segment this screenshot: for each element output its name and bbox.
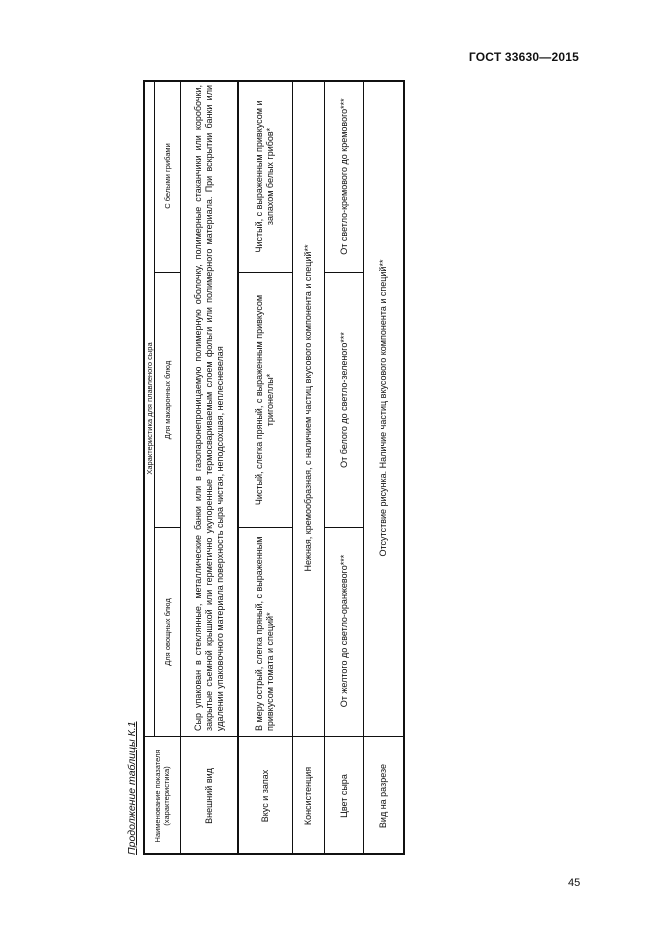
rule-col3-taste (237, 272, 292, 273)
rule-col3-color (324, 272, 363, 273)
cell-color-pasta: От белого до светло-зеленого*** (338, 332, 349, 468)
header-group: Характеристика для плавленого сыра (144, 342, 154, 475)
row-name-taste: Вкус и запах (259, 769, 270, 823)
rule-col2-color (324, 527, 363, 528)
cell-taste-pasta: Чистый, слегка пряный, с выраженным привкусом тригонеллы* (254, 294, 275, 506)
row-name-appearance: Внешний вид (203, 768, 214, 824)
header-mushroom: С белыми грибами (163, 143, 172, 209)
row-name-cut-view: Вид на разрезе (378, 763, 388, 829)
rule-col2-head (154, 527, 180, 528)
cell-taste-mushroom: Чистый, с выраженным привкусом и запахом белых грибов* (254, 100, 275, 253)
rule-col2-taste (237, 527, 292, 528)
table-caption: Продолжение таблицы К.1 (126, 721, 138, 855)
row-name-consistency: Консистенция (303, 766, 313, 826)
cell-appearance: Сыр упакован в стеклянные, металлические банки или в газопаронепроницаемую полимерную оболочку, полимерные стаканчики или коробочки, закрытые съемной крышкой или герметично укупоренные термосвариваемым слоем фольги или полимерного материала. При вскрытии банки или удалении упаковочного материала поверхность сыра чистая, неподсохшая, неплесневелая (192, 85, 225, 731)
cell-cut-view: Отсутствие рисунка. Наличие частиц вкусового компонента и специй** (378, 259, 388, 557)
cell-color-vegetable: От желтого до светло-оранжевого*** (338, 554, 349, 708)
page-number: 45 (568, 877, 581, 889)
header-parameter: Наименование показателя (характеристика) (153, 749, 171, 843)
rule-col3-head (154, 272, 180, 273)
rule-col1 (143, 736, 405, 737)
header-vegetable: Для овощных блюд (163, 598, 172, 666)
rotated-table (126, 80, 405, 855)
standard-designation: ГОСТ 33630—2015 (468, 50, 579, 64)
cell-taste-vegetable: В меру острый, слегка пряный, с выраженным привкусом томата и специй* (254, 536, 275, 731)
cell-consistency: Нежная, кремообразная, с наличием частиц вкусового компонента и специй** (303, 244, 313, 572)
cell-color-mushroom: От светло-кремового до кремового*** (338, 98, 349, 255)
row-name-color: Цвет сыра (338, 774, 349, 818)
header-pasta: Для макаронных блюд (163, 360, 172, 440)
